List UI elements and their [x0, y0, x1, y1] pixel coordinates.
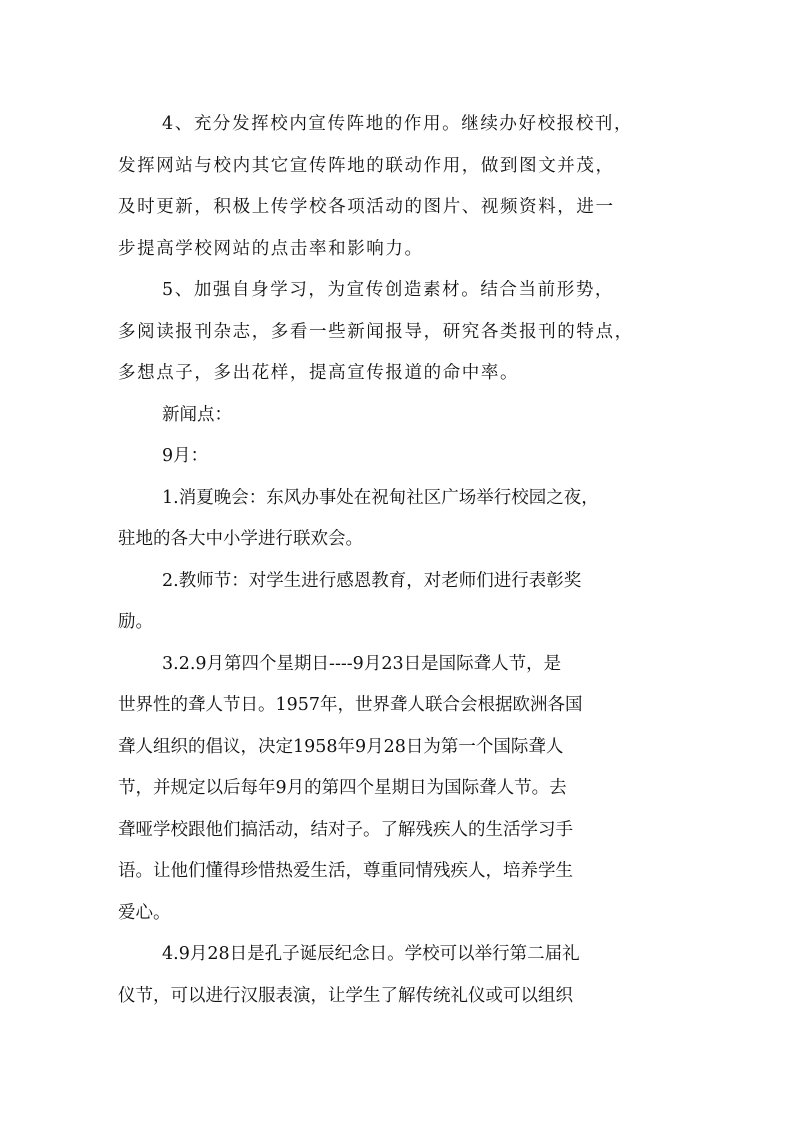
- text-line: 仪节，可以进行汉服表演，让学生了解传统礼仪或可以组织: [118, 985, 573, 1006]
- section-heading: 新闻点：: [162, 404, 232, 425]
- text-line: 及时更新，积极上传学校各项活动的图片、视频资料，进一: [118, 197, 615, 217]
- text-line: 爱心。: [118, 902, 171, 923]
- text-line: 1.消夏晚会：东风办事处在祝甸社区广场举行校园之夜，: [162, 487, 599, 508]
- text-line: 步提高学校网站的点击率和影响力。: [118, 238, 424, 259]
- text-line: 发挥网站与校内其它宣传阵地的联动作用，做到图文并茂，: [118, 155, 615, 176]
- text-line: 驻地的各大中小学进行联欢会。: [118, 529, 363, 549]
- text-line: 4.9月28日是孔子诞辰纪念日。学校可以举行第二届礼: [162, 944, 580, 964]
- paragraph-month-heading: [118, 436, 684, 478]
- text-line: 3.2.9月第四个星期日----9月23日是国际聋人节，是: [162, 653, 562, 674]
- text-line: 励。: [118, 612, 153, 632]
- text-line: 世界性的聋人节日。1957年，世界聋人联合会根据欧洲各国: [118, 695, 583, 715]
- text-line: 聋人组织的倡议，决定1958年9月28日为第一个国际聋人: [118, 736, 564, 757]
- text-line: 语。让他们懂得珍惜热爱生活，尊重同情残疾人，培养学生: [118, 861, 573, 881]
- text-line: 5、加强自身学习，为宣传创造素材。结合当前形势，: [162, 280, 615, 300]
- paragraph-news-1: [118, 478, 684, 561]
- text-line: 节，并规定以后每年9月的第四个星期日为国际聋人节。去: [118, 778, 567, 798]
- paragraph-news-2: [118, 561, 684, 644]
- text-line: 聋哑学校跟他们搞活动，结对子。了解残疾人的生活学习手: [118, 819, 573, 840]
- paragraph-news-4: [118, 934, 684, 1017]
- paragraph-news-heading: [118, 395, 684, 437]
- text-line: 多阅读报刊杂志，多看一些新闻报导，研究各类报刊的特点，: [118, 321, 634, 342]
- text-line: 2.教师节：对学生进行感恩教育，对老师们进行表彰奖: [162, 570, 582, 591]
- paragraph-news-3: [118, 644, 684, 935]
- month-heading: 9月：: [162, 446, 209, 466]
- paragraph-item-4: [118, 104, 684, 270]
- paragraph-item-5: [118, 270, 684, 395]
- text-line: 多想点子，多出花样，提高宣传报道的命中率。: [118, 363, 520, 383]
- document-page: [118, 104, 684, 1017]
- text-line: 4、充分发挥校内宣传阵地的作用。继续办好校报校刊，: [162, 114, 634, 134]
